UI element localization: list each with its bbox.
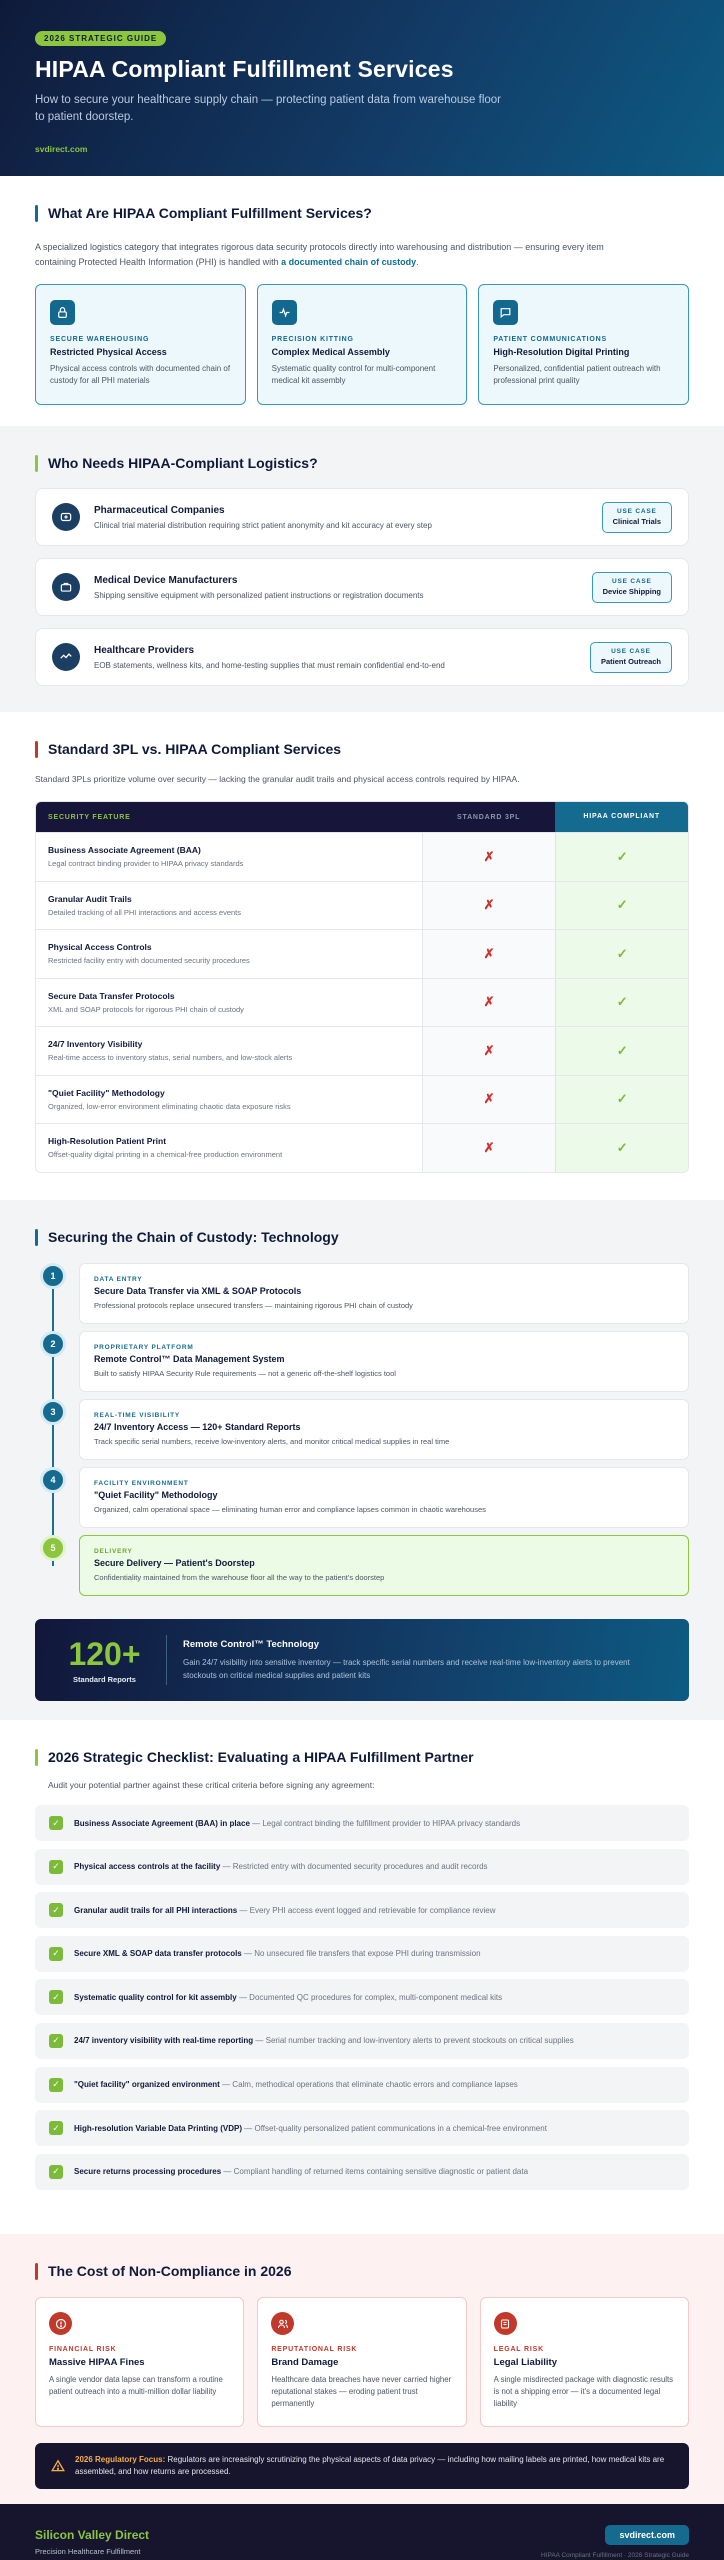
check-icon: ✓ <box>49 2165 63 2179</box>
timeline-step <box>35 1331 689 1399</box>
section-description: Audit your potential partner against these critical criteria before signing any agreement: <box>48 1780 375 1790</box>
briefcase-icon <box>52 573 80 601</box>
page-subtitle: How to secure your healthcare supply chain — protecting patient data from warehouse floor to patient doorstep. <box>35 94 502 123</box>
cross-icon: ✗ <box>422 930 556 978</box>
feature-title: 24/7 Inventory Visibility <box>48 1039 143 1050</box>
guide-badge: 2026 STRATEGIC GUIDE <box>35 31 166 46</box>
check-icon: ✓ <box>555 979 688 1027</box>
page-title: HIPAA Compliant Fulfillment Services <box>35 56 454 82</box>
feature-description: Detailed tracking of all PHI interactions and access events <box>48 907 242 917</box>
checklist-item: ✓ Physical access controls at the facility — Restricted entry with documented security procedures and audit records <box>35 1849 689 1885</box>
card-title: Complex Medical Assembly <box>271 347 390 357</box>
table-row <box>36 881 688 930</box>
step-kicker: REAL-TIME VISIBILITY <box>94 1412 181 1419</box>
audience-title: Medical Device Manufacturers <box>94 574 238 586</box>
users-icon <box>271 2312 294 2335</box>
step-number: 3 <box>40 1399 66 1425</box>
regulatory-alert <box>35 2443 689 2489</box>
checklist-item: ✓ Business Associate Agreement (BAA) in place — Legal contract binding the fulfillment provider to HIPAA privacy standards <box>35 1805 689 1841</box>
section-accent <box>35 2263 38 2280</box>
feature-title: Business Associate Agreement (BAA) <box>48 845 201 856</box>
table-row <box>36 1075 688 1124</box>
website-button[interactable]: svdirect.com <box>605 2525 689 2545</box>
header-standard: STANDARD 3PL <box>457 813 521 821</box>
checklist-item: ✓ High-resolution Variable Data Printing (VDP) — Offset-quality personalized patient communications in a chemical-free environment <box>35 2110 689 2146</box>
step-kicker: FACILITY ENVIRONMENT <box>94 1480 189 1487</box>
risk-card <box>257 2297 466 2427</box>
step-number: 5 <box>40 1535 66 1561</box>
reports-count: 120+ <box>68 1635 141 1672</box>
pill-icon <box>52 503 80 531</box>
step-kicker: PROPRIETARY PLATFORM <box>94 1344 194 1351</box>
service-card <box>478 284 689 405</box>
section-accent <box>35 741 38 758</box>
check-icon: ✓ <box>49 1816 63 1830</box>
use-case-tag: USE CASE Device Shipping <box>592 572 672 603</box>
section-title: Who Needs HIPAA-Compliant Logistics? <box>48 455 318 471</box>
footer <box>0 2504 724 2560</box>
step-title: Secure Data Transfer via XML & SOAP Protocols <box>94 1286 302 1296</box>
check-icon: ✓ <box>555 1076 688 1124</box>
service-card <box>257 284 468 405</box>
reports-label: Standard Reports <box>73 1674 136 1684</box>
checklist-item: ✓ Granular audit trails for all PHI interactions — Every PHI access event logged and retrievable for compliance review <box>35 1892 689 1928</box>
step-description: Organized, calm operational space — eliminating human error and compliance lapses common in chaotic warehouses <box>94 1505 486 1514</box>
checklist-item: ✓ "Quiet facility" organized environment — Calm, methodical operations that eliminate chaotic errors and compliance lapses <box>35 2067 689 2103</box>
section-accent <box>35 205 38 222</box>
check-icon: ✓ <box>49 2034 63 2048</box>
table-row <box>36 1026 688 1075</box>
banner-title: Remote Control™ Technology <box>183 1638 319 1650</box>
risk-description: A single misdirected package with diagnostic results is not a shipping error — it's a documented legal liability <box>493 2375 674 2408</box>
audience-description: Clinical trial material distribution requiring strict patient anonymity and kit accuracy at every step <box>94 520 432 530</box>
table-row <box>36 978 688 1027</box>
feature-description: XML and SOAP protocols for rigorous PHI chain of custody <box>48 1004 244 1014</box>
section-who <box>0 426 724 712</box>
risk-description: Healthcare data breaches have never carried higher reputational stakes — eroding patient trust permanently <box>271 2375 452 2408</box>
reports-banner <box>35 1619 689 1701</box>
audience-row <box>35 488 689 546</box>
table-row <box>36 929 688 978</box>
check-icon: ✓ <box>49 1990 63 2004</box>
table-header <box>36 802 688 832</box>
activity-icon <box>272 300 297 325</box>
comparison-table <box>35 801 689 1173</box>
step-description: Built to satisfy HIPAA Security Rule requirements — not a generic off-the-shelf logistics tool <box>94 1369 396 1378</box>
check-icon: ✓ <box>555 882 688 930</box>
custody-timeline <box>35 1263 689 1603</box>
hero-header <box>0 0 724 176</box>
footer-tagline: Precision Healthcare Fulfillment <box>35 2547 141 2556</box>
check-icon: ✓ <box>555 1124 688 1172</box>
section-title: 2026 Strategic Checklist: Evaluating a HIPAA Fulfillment Partner <box>48 1749 474 1765</box>
check-icon: ✓ <box>555 833 688 881</box>
check-icon: ✓ <box>49 1947 63 1961</box>
audience-title: Healthcare Providers <box>94 644 195 656</box>
audience-title: Pharmaceutical Companies <box>94 504 225 516</box>
step-title: 24/7 Inventory Access — 120+ Standard Reports <box>94 1422 301 1432</box>
warning-icon <box>51 2459 65 2473</box>
risk-card <box>480 2297 689 2427</box>
section-accent <box>35 1749 38 1766</box>
feature-title: Physical Access Controls <box>48 942 152 953</box>
section-cost <box>0 2234 724 2504</box>
audience-description: Shipping sensitive equipment with personalized patient instructions or registration documents <box>94 590 424 600</box>
header-feature: SECURITY FEATURE <box>48 813 131 821</box>
checklist-item: ✓ Secure XML & SOAP data transfer protocols — No unsecured file transfers that expose PHI during transmission <box>35 1936 689 1972</box>
header-hipaa: HIPAA COMPLIANT <box>555 802 688 832</box>
risk-kicker: REPUTATIONAL RISK <box>271 2346 358 2353</box>
feature-title: Secure Data Transfer Protocols <box>48 990 175 1001</box>
risk-card <box>35 2297 244 2427</box>
use-case-tag: USE CASE Patient Outreach <box>590 642 672 673</box>
cross-icon: ✗ <box>422 1027 556 1075</box>
feature-title: Granular Audit Trails <box>48 893 132 904</box>
footer-brand: Silicon Valley Direct <box>35 2528 150 2542</box>
cross-icon: ✗ <box>422 833 556 881</box>
step-description: Confidentiality maintained from the warehouse floor all the way to the patient's doorstep <box>94 1573 385 1582</box>
cross-icon: ✗ <box>422 1124 556 1172</box>
feature-description: Legal contract binding provider to HIPAA privacy standards <box>48 859 244 869</box>
step-title: Remote Control™ Data Management System <box>94 1354 285 1364</box>
check-icon: ✓ <box>49 1860 63 1874</box>
timeline-step <box>35 1399 689 1467</box>
checklist-item: ✓ 24/7 inventory visibility with real-time reporting — Serial number tracking and low-inventory alerts to prevent stockouts on critical supplies <box>35 2023 689 2059</box>
section-description: A specialized logistics category that integrates rigorous data security protocols directly into warehousing and distribution — ensuring every item containing Protected Health Information (PHI) is handled with a documented chain of custody. <box>35 242 604 267</box>
feature-title: High-Resolution Patient Print <box>48 1136 167 1147</box>
audience-description: EOB statements, wellness kits, and home-testing supplies that must remain confidential end-to-end <box>94 660 445 670</box>
card-kicker: PATIENT COMMUNICATIONS <box>493 336 607 343</box>
section-accent <box>35 1229 38 1246</box>
use-case-tag: USE CASE Clinical Trials <box>602 502 672 533</box>
checklist-item: ✓ Secure returns processing procedures — Compliant handling of returned items containing sensitive diagnostic or patient data <box>35 2154 689 2190</box>
card-description: Physical access controls with documented chain of custody for all PHI materials <box>50 364 231 385</box>
step-number: 1 <box>40 1263 66 1289</box>
footer-meta: HIPAA Compliant Fulfillment · 2026 Strategic Guide <box>540 2552 689 2559</box>
risk-description: A single vendor data lapse can transform a routine patient outreach into a multi-million dollar liability <box>49 2375 223 2396</box>
section-compare <box>0 712 724 1200</box>
step-kicker: DATA ENTRY <box>94 1276 143 1283</box>
card-description: Personalized, confidential patient outreach with professional print quality <box>493 364 661 385</box>
timeline-step <box>35 1535 689 1603</box>
check-icon: ✓ <box>555 1027 688 1075</box>
check-icon: ✓ <box>49 1903 63 1917</box>
check-icon: ✓ <box>555 930 688 978</box>
section-title: Standard 3PL vs. HIPAA Compliant Services <box>48 741 342 757</box>
step-description: Track specific serial numbers, receive low-inventory alerts, and monitor critical medical supplies in real time <box>94 1437 450 1446</box>
step-title: Secure Delivery — Patient's Doorstep <box>94 1558 255 1568</box>
feature-description: Real-time access to inventory status, serial numbers, and low-stock alerts <box>48 1053 293 1063</box>
section-accent <box>35 455 38 472</box>
check-icon: ✓ <box>49 2078 63 2092</box>
alert-circle-icon <box>49 2312 72 2335</box>
section-title: What Are HIPAA Compliant Fulfillment Services? <box>48 205 372 221</box>
step-description: Professional protocols replace unsecured transfers — maintaining rigorous PHI chain of custody <box>94 1301 413 1310</box>
feature-description: Offset-quality digital printing in a chemical-free production environment <box>48 1150 283 1160</box>
step-number: 4 <box>40 1467 66 1493</box>
feature-title: "Quiet Facility" Methodology <box>48 1087 165 1098</box>
table-row <box>36 1123 688 1172</box>
step-title: "Quiet Facility" Methodology <box>94 1490 218 1500</box>
card-title: High-Resolution Digital Printing <box>493 347 630 357</box>
risk-kicker: LEGAL RISK <box>493 2346 544 2353</box>
section-checklist <box>0 1720 724 2234</box>
message-icon <box>493 300 518 325</box>
section-title: The Cost of Non-Compliance in 2026 <box>48 2263 292 2279</box>
card-kicker: PRECISION KITTING <box>271 336 354 343</box>
cross-icon: ✗ <box>422 979 556 1027</box>
section-custody <box>0 1200 724 1720</box>
feature-description: Restricted facility entry with documented security procedures <box>48 956 250 966</box>
step-kicker: DELIVERY <box>94 1548 133 1555</box>
check-icon: ✓ <box>49 2121 63 2135</box>
section-description: Standard 3PLs prioritize volume over security — lacking the granular audit trails and physical access controls required by HIPAA. <box>35 774 520 784</box>
checklist-item: ✓ Systematic quality control for kit assembly — Documented QC procedures for complex, multi-component medical kits <box>35 1979 689 2015</box>
risk-title: Massive HIPAA Fines <box>49 2357 145 2368</box>
service-card <box>35 284 246 405</box>
banner-description: Gain 24/7 visibility into sensitive inventory — track specific serial numbers and receive real-time low-inventory alerts to prevent stockouts on critical medical supplies and patient kits <box>183 1657 630 1680</box>
pulse-icon <box>52 643 80 671</box>
timeline-step <box>35 1467 689 1535</box>
audience-row <box>35 558 689 616</box>
step-number: 2 <box>40 1331 66 1357</box>
lock-icon <box>50 300 75 325</box>
cross-icon: ✗ <box>422 882 556 930</box>
chain-of-custody-link[interactable]: a documented chain of custody <box>281 257 417 267</box>
card-description: Systematic quality control for multi-component medical kit assembly <box>271 364 436 385</box>
table-row <box>36 832 688 881</box>
risk-title: Legal Liability <box>493 2357 558 2368</box>
feature-description: Organized, low-error environment eliminating chaotic data exposure risks <box>48 1101 291 1111</box>
cross-icon: ✗ <box>422 1076 556 1124</box>
card-kicker: SECURE WAREHOUSING <box>50 336 150 343</box>
file-icon <box>494 2312 517 2335</box>
hero-url: svdirect.com <box>35 144 88 154</box>
banner-divider <box>166 1635 167 1685</box>
risk-kicker: FINANCIAL RISK <box>49 2346 117 2353</box>
section-what <box>0 176 724 426</box>
section-title: Securing the Chain of Custody: Technology <box>48 1229 339 1245</box>
risk-title: Brand Damage <box>271 2357 339 2368</box>
card-title: Restricted Physical Access <box>50 347 167 357</box>
checklist <box>35 1805 689 2190</box>
timeline-step <box>35 1263 689 1331</box>
alert-text: 2026 Regulatory Focus: Regulators are increasingly scrutinizing the physical aspects of data privacy — including how mailing labels are printed, how medical kits are assembled, and how returns are processed. <box>75 2455 665 2476</box>
audience-row <box>35 628 689 686</box>
